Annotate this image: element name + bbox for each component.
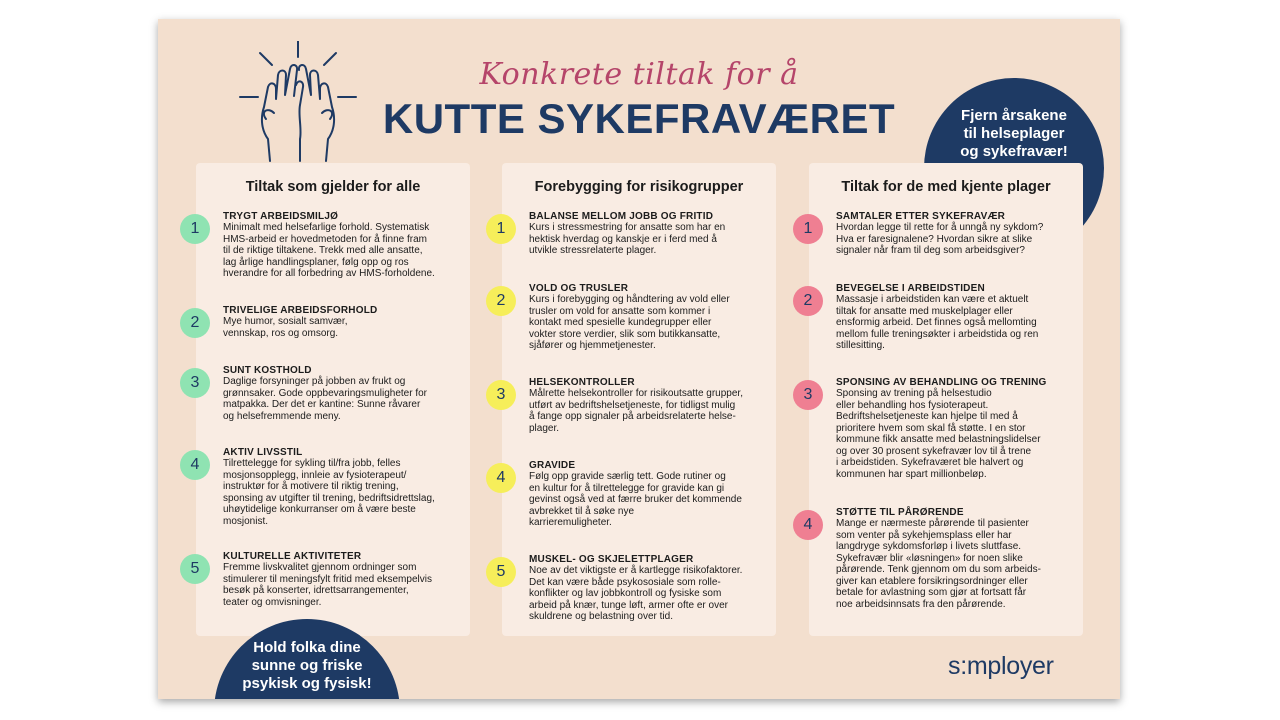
number-badge: 1	[793, 214, 823, 244]
badge-line: sunne og friske	[251, 657, 363, 674]
item-title: TRYGT ARBEIDSMILJØ	[223, 211, 339, 222]
item-title: BALANSE MELLOM JOBB OG FRITID	[529, 211, 714, 222]
number-badge: 3	[793, 380, 823, 410]
item-title: BEVEGELSE I ARBEIDSTIDEN	[836, 283, 985, 294]
number-badge: 1	[180, 214, 210, 244]
column-known-conditions	[803, 163, 1083, 636]
column-risk-groups	[496, 163, 776, 636]
number-badge: 2	[793, 286, 823, 316]
item-title: KULTURELLE AKTIVITETER	[223, 551, 362, 562]
number-badge: 5	[180, 554, 210, 584]
item-title: TRIVELIGE ARBEIDSFORHOLD	[223, 305, 378, 316]
item-body: Fremme livskvalitet gjennom ordninger som stimulerer til meningsfylt fritid med eksempelvis besøk på konserter, idrettsarrangementer, teater og omvisninger.	[223, 562, 432, 608]
number-badge: 3	[486, 380, 516, 410]
number-badge: 2	[180, 308, 210, 338]
item-title: MUSKEL- OG SKJELETTPLAGER	[529, 554, 694, 565]
item-title: AKTIV LIVSSTIL	[223, 447, 303, 458]
item-body: Følg opp gravide særlig tett. Gode rutiner og en kultur for å tilrettelegge for gravide kan gi gevinst også ved at færre bruker det kommende avbrekket til å søke nye karrieremuligheter.	[529, 471, 742, 528]
script-title: Konkrete tiltak for å	[479, 57, 799, 92]
item-body: Sponsing av trening på helsestudio eller behandling hos fysioterapeut. Bedriftshelsetjeneste kan hjelpe til med å prioritere hvem som skal få støtte. I en stor kommune fikk ansatte med belastningslidelser og over 30 prosent sykefravær lov til å trene i arbeidstiden. Sykefraværet ble halvert og kommunen har spart millionbeløp.	[836, 388, 1041, 480]
column-all	[190, 163, 470, 636]
item-title: VOLD OG TRUSLER	[529, 283, 629, 294]
column-heading: Tiltak for de med kjente plager	[841, 179, 1051, 195]
badge-line: Fjern årsakene	[961, 107, 1067, 124]
item-body: Mange er nærmeste pårørende til pasienter som venter på sykehjemsplass eller har langdryge sykdomsforløp i livets sluttfase. Sykefravær blir «løsningen» for noen slike pårørende. Tenk gjennom om du som arbeids- giver kan etablere forsikringsordninger eller betale for avlastning som gjør at fortsatt får noe arbeidsinnsats fra den pårørende.	[836, 518, 1041, 610]
number-badge: 5	[486, 557, 516, 587]
item-body: Kurs i stressmestring for ansatte som har en hektisk hverdag og kanskje er i ferd med å utvikle stressrelaterte plager.	[529, 222, 726, 256]
poster	[158, 19, 1120, 699]
item-title: SAMTALER ETTER SYKEFRAVÆR	[836, 211, 1006, 222]
badge-line: psykisk og fysisk!	[242, 675, 372, 692]
column-heading: Tiltak som gjelder for alle	[245, 179, 421, 195]
badge-line: til helseplager	[963, 125, 1065, 142]
item-body: Tilrettelegge for sykling til/fra jobb, felles mosjonsopplegg, innleie av fysioterapeut/ instruktør for å motivere til riktig trening, sponsing av utgifter til trening, bedriftsidrettslag, uhøytidelige konkurranser om å være beste mosjonist.	[223, 458, 435, 527]
number-badge: 4	[793, 510, 823, 540]
item-body: Hvordan legge til rette for å unngå ny sykdom? Hva er faresignalene? Hvordan sikre at slike signaler når fram til deg som arbeidsgiver?	[836, 222, 1044, 256]
item-title: GRAVIDE	[529, 460, 576, 471]
column-heading: Forebygging for risikogrupper	[534, 179, 744, 195]
item-body: Mye humor, sosialt samvær, vennskap, ros og omsorg.	[223, 316, 348, 339]
number-badge: 2	[486, 286, 516, 316]
item-title: STØTTE TIL PÅRØRENDE	[836, 507, 964, 518]
simployer-logo: s:mployer	[948, 652, 1054, 680]
item-body: Kurs i forebygging og håndtering av vold eller trusler om vold for ansatte som kommer i kontakt med spesielle kundegrupper eller vokter store verdier, slik som butikkansatte, sjåfører og hjemmetjenester.	[529, 294, 730, 351]
item-title: SPONSING AV BEHANDLING OG TRENING	[836, 377, 1047, 388]
number-badge: 1	[486, 214, 516, 244]
number-badge: 4	[486, 463, 516, 493]
badge-line: og sykefravær!	[960, 143, 1068, 160]
number-badge: 4	[180, 450, 210, 480]
item-title: HELSEKONTROLLER	[529, 377, 635, 388]
item-body: Målrette helsekontroller for risikoutsatte grupper, utført av bedriftshelsetjeneste, for tidligst mulig å fange opp signaler på arbeidsrelaterte helse- plager.	[529, 388, 743, 434]
item-body: Massasje i arbeidstiden kan være et aktuelt tiltak for ansatte med muskelplager eller ensformig arbeid. Det finnes også mellomting mellom fulle treningsøkter i arbeidstida og ren stillesitting.	[836, 294, 1039, 351]
item-body: Noe av det viktigste er å kartlegge risikofaktorer. Det kan være både psykososiale som rolle- konflikter og lav jobbkontroll og fysiske som arbeid på knær, tunge løft, armer ofte er over skuldrene og belastning over tid.	[529, 565, 743, 622]
item-body: Daglige forsyninger på jobben av frukt og grønnsaker. Gode oppbevaringsmuligheter for matpakka. Der det er kantine: Sunne råvarer og helsefremmende meny.	[223, 376, 428, 422]
number-badge: 3	[180, 368, 210, 398]
badge-line: Hold folka dine	[253, 639, 361, 656]
item-body: Minimalt med helsefarlige forhold. Systematisk HMS-arbeid er hovedmetoden for å finne fram til de riktige tiltakene. Trekk med alle ansatte, lag årlige handlingsplaner, følg opp og ros hverandre for all forbedring av HMS-forholdene.	[223, 222, 435, 279]
item-title: SUNT KOSTHOLD	[223, 365, 312, 376]
page-title: KUTTE SYKEFRAVÆRET	[382, 95, 896, 142]
